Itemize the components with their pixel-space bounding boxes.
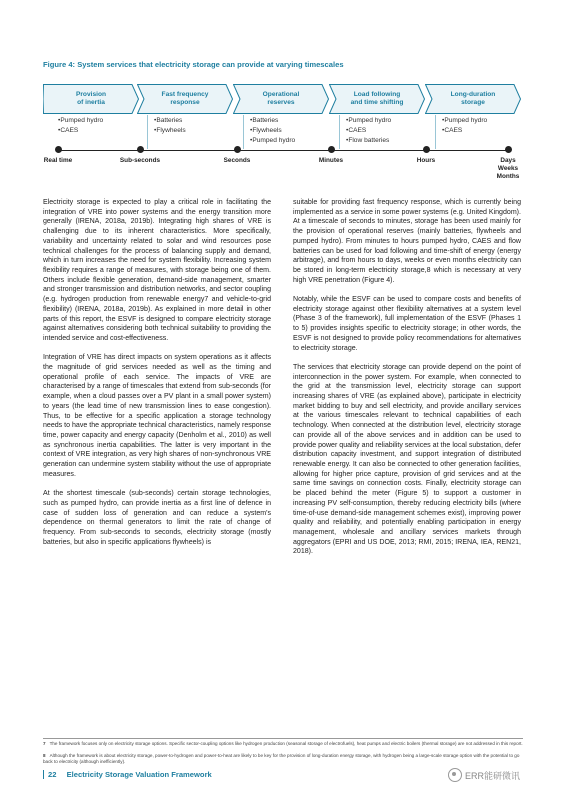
- timeline-label: Seconds: [223, 157, 251, 164]
- wechat-icon: [448, 768, 462, 782]
- technology-item: • Flywheels: [154, 126, 186, 136]
- watermark: [448, 768, 520, 782]
- technology-item: • Batteries: [154, 116, 186, 126]
- page-footer: [43, 770, 212, 779]
- paragraph: suitable for providing fast frequency response, which is currently being implemented as a service in some power systems (e.g. United Kingdom). At a timescale of seconds to minutes, storage has been used mainly for the provision of operational reserves (mainly batteries, flywheels and pumped hydro). From minutes to hours pumped hydro, CAES and flow batteries can be used for load following and time-shift of energy (energy arbitrage), and from hours to days, weeks or even months electricity can be stored in long-term electricity storage,8 which is necessary at very high VRE penetration (Figure 4).: [293, 199, 521, 284]
- timeline-label: Real time: [43, 157, 73, 164]
- figure-caption: System services that electricity storage can provide at varying timescales: [77, 60, 344, 69]
- timeline-label: Hours: [416, 157, 436, 164]
- technology-list: [154, 116, 186, 136]
- timeline-tick: [137, 146, 144, 153]
- column-divider: [147, 115, 148, 149]
- paragraph: Notably, while the ESVF can be used to compare costs and benefits of electricity storage against other flexibility alternatives at a system level (Phase 3 of the framework), full implementation of the ESVF (Phases 1 to 5) provides insights specific to electricity storage; in other words, the ESVF is not designed to provide policy recommendations for alternatives to electricity storage.: [293, 295, 521, 352]
- technology-item: • CAES: [442, 126, 487, 136]
- timeline-label: Days Weeks Months: [496, 157, 520, 180]
- timeline-tick: [423, 146, 430, 153]
- page-number: 22: [43, 770, 56, 779]
- technology-item: • Pumped hydro: [346, 116, 391, 126]
- timeline-tick: [328, 146, 335, 153]
- column-divider: [339, 115, 340, 149]
- paragraph: At the shortest timescale (sub-seconds) certain storage technologies, such as pumped hydro, can provide inertia as a first line of defence in case of sudden loss of generation and can reduce a system's dependence on thermal generators to limit the rate of change of frequency. From sub-seconds to seconds, electricity storage (mostly batteries, but also in specific applications flywheels) is: [43, 490, 271, 546]
- timeline-axis: [58, 150, 508, 151]
- service-chevrons: [43, 84, 521, 114]
- technology-list: [250, 116, 295, 146]
- paragraph: Electricity storage is expected to play a critical role in facilitating the integration of VRE into power systems and the energy transition more generally (IRENA, 2018a, 2019b). Integrating high shares of VRE is challenging due to its inherent characteristics. More specifically, variability and uncertainty related to solar and wind resources pose technical challenges for the process of balancing supply and demand, which in turn increases the need for system flexibility. Increasing system flexibility requires a range of measures, with storage being one of them. Others include flexible generation, demand-side management, smarter and stronger transmission and distribution networks, and sector coupling (e.g. hydrogen production from renewable energy7 and vehicle-to-grid flexibility) (IRENA, 2018a, 2019b). As explained in more detail in other parts of this report, the ESVF is designed to compare electricity storage against alternatives considering both technical suitability to providing the intended service and cost-effectiveness.: [43, 199, 271, 343]
- paragraph: Integration of VRE has direct impacts on system operations as it affects the magnitude of grid services needed as well as the timing and operational profile of each service. The impacts of VRE are characterised by a range of timescales that extend from sub-seconds (for example, when a cloud passes over a PV plant in a small power system) to years (the lead time of new transmission lines to ease congestion). Thus, to be effective for a specific application a storage technology needs to have the appropriate technical characteristics, namely response time, power capacity and energy capacity (Denholm et al., 2010) as well as synchronous inertia capabilities. The latter is very important in the context of VRE integration, as very high shares of non-synchronous VRE generation can undermine system stability without the use of appropriate measures.: [43, 354, 271, 478]
- footer-title: Electricity Storage Valuation Framework: [66, 770, 212, 779]
- technology-item: • Flywheels: [250, 126, 295, 136]
- body-column-left: [43, 198, 271, 557]
- service-label: Provision of inertia: [75, 91, 107, 106]
- footnote-text: Although the framework is about electricity storage, power-to-hydrogen and power-to-heat are likely to be key for the provision of long-duration energy storage, with hydrogen being a large-scale storage option with the potential to go back to electricity (although inefficiently).: [43, 753, 520, 764]
- figure-label: Figure 4:: [43, 60, 76, 69]
- technology-item: • Pumped hydro: [442, 116, 487, 126]
- service-chevron: [43, 84, 139, 114]
- paragraph: The services that electricity storage can provide depend on the point of interconnection in the power system. For example, when connected to the grid at the transmission level, electricity storage can support increasing shares of VRE (as explained above), participate in electricity market bidding to buy and sell electricity, and provide ancillary services at the various timescales relevant to technical capabilities of each technology. When connected at the distribution level, electricity storage can provide all of the above services and in addition can be used to provide power quality and reliability services at the local substation, defer distribution capacity investment, and support integration of distributed renewable energy. It can also be connected to other generation facilities, allowing for higher price capture, provision of grid services and at the same time savings on connection costs. Finally, electricity storage can be placed behind the meter (Figure 5) to support a customer in increasing PV self-consumption, thereby reducing electricity bills (where time-of-use demand-side management schemes exist), improving power quality and reliability, and potentially enabling participation in energy management, wholesale and ancillary services markets through aggregators (EPRI and US DOE, 2013; RMI, 2015; IRENA, IEA, REN21, 2018).: [293, 363, 521, 556]
- service-label: Load following and time shifting: [350, 91, 404, 106]
- watermark-text: ERR能研微讯: [465, 770, 521, 781]
- footnote-text: The framework focuses only on electricity storage options. Specific sector-coupling options like hydrogen production (seasonal storage of electrofuels), heat pumps and electric boilers (thermal storage) are not addressed in this report.: [49, 741, 523, 746]
- technology-list: [58, 116, 103, 136]
- column-divider: [243, 115, 244, 149]
- service-chevron: [233, 84, 329, 114]
- timeline-tick: [55, 146, 62, 153]
- service-chevron: [425, 84, 521, 114]
- footnote-number: 8: [43, 753, 46, 758]
- service-label: Fast frequency response: [161, 91, 209, 106]
- technology-list: [346, 116, 391, 146]
- footnote-number: 7: [43, 741, 46, 746]
- timeline-tick: [234, 146, 241, 153]
- timeline-label: Minutes: [318, 157, 344, 164]
- footnote-divider: [43, 738, 523, 739]
- footnote-7: [43, 741, 523, 747]
- technology-item: • CAES: [346, 126, 391, 136]
- technology-item: • Pumped hydro: [250, 136, 295, 146]
- technology-item: • CAES: [58, 126, 103, 136]
- column-divider: [435, 115, 436, 149]
- timeline-tick: [505, 146, 512, 153]
- service-label: Long-duration storage: [450, 91, 496, 106]
- technology-item: • Flow batteries: [346, 136, 391, 146]
- service-chevron: [329, 84, 425, 114]
- service-chevron: [137, 84, 233, 114]
- body-column-right: [293, 198, 521, 567]
- technology-item: • Pumped hydro: [58, 116, 103, 126]
- technology-list: [442, 116, 487, 136]
- technology-item: • Batteries: [250, 116, 295, 126]
- timeline-label: Sub-seconds: [119, 157, 161, 164]
- service-label: Operational reserves: [262, 91, 300, 106]
- figure-title: [43, 60, 344, 69]
- footnote-8: [43, 753, 523, 765]
